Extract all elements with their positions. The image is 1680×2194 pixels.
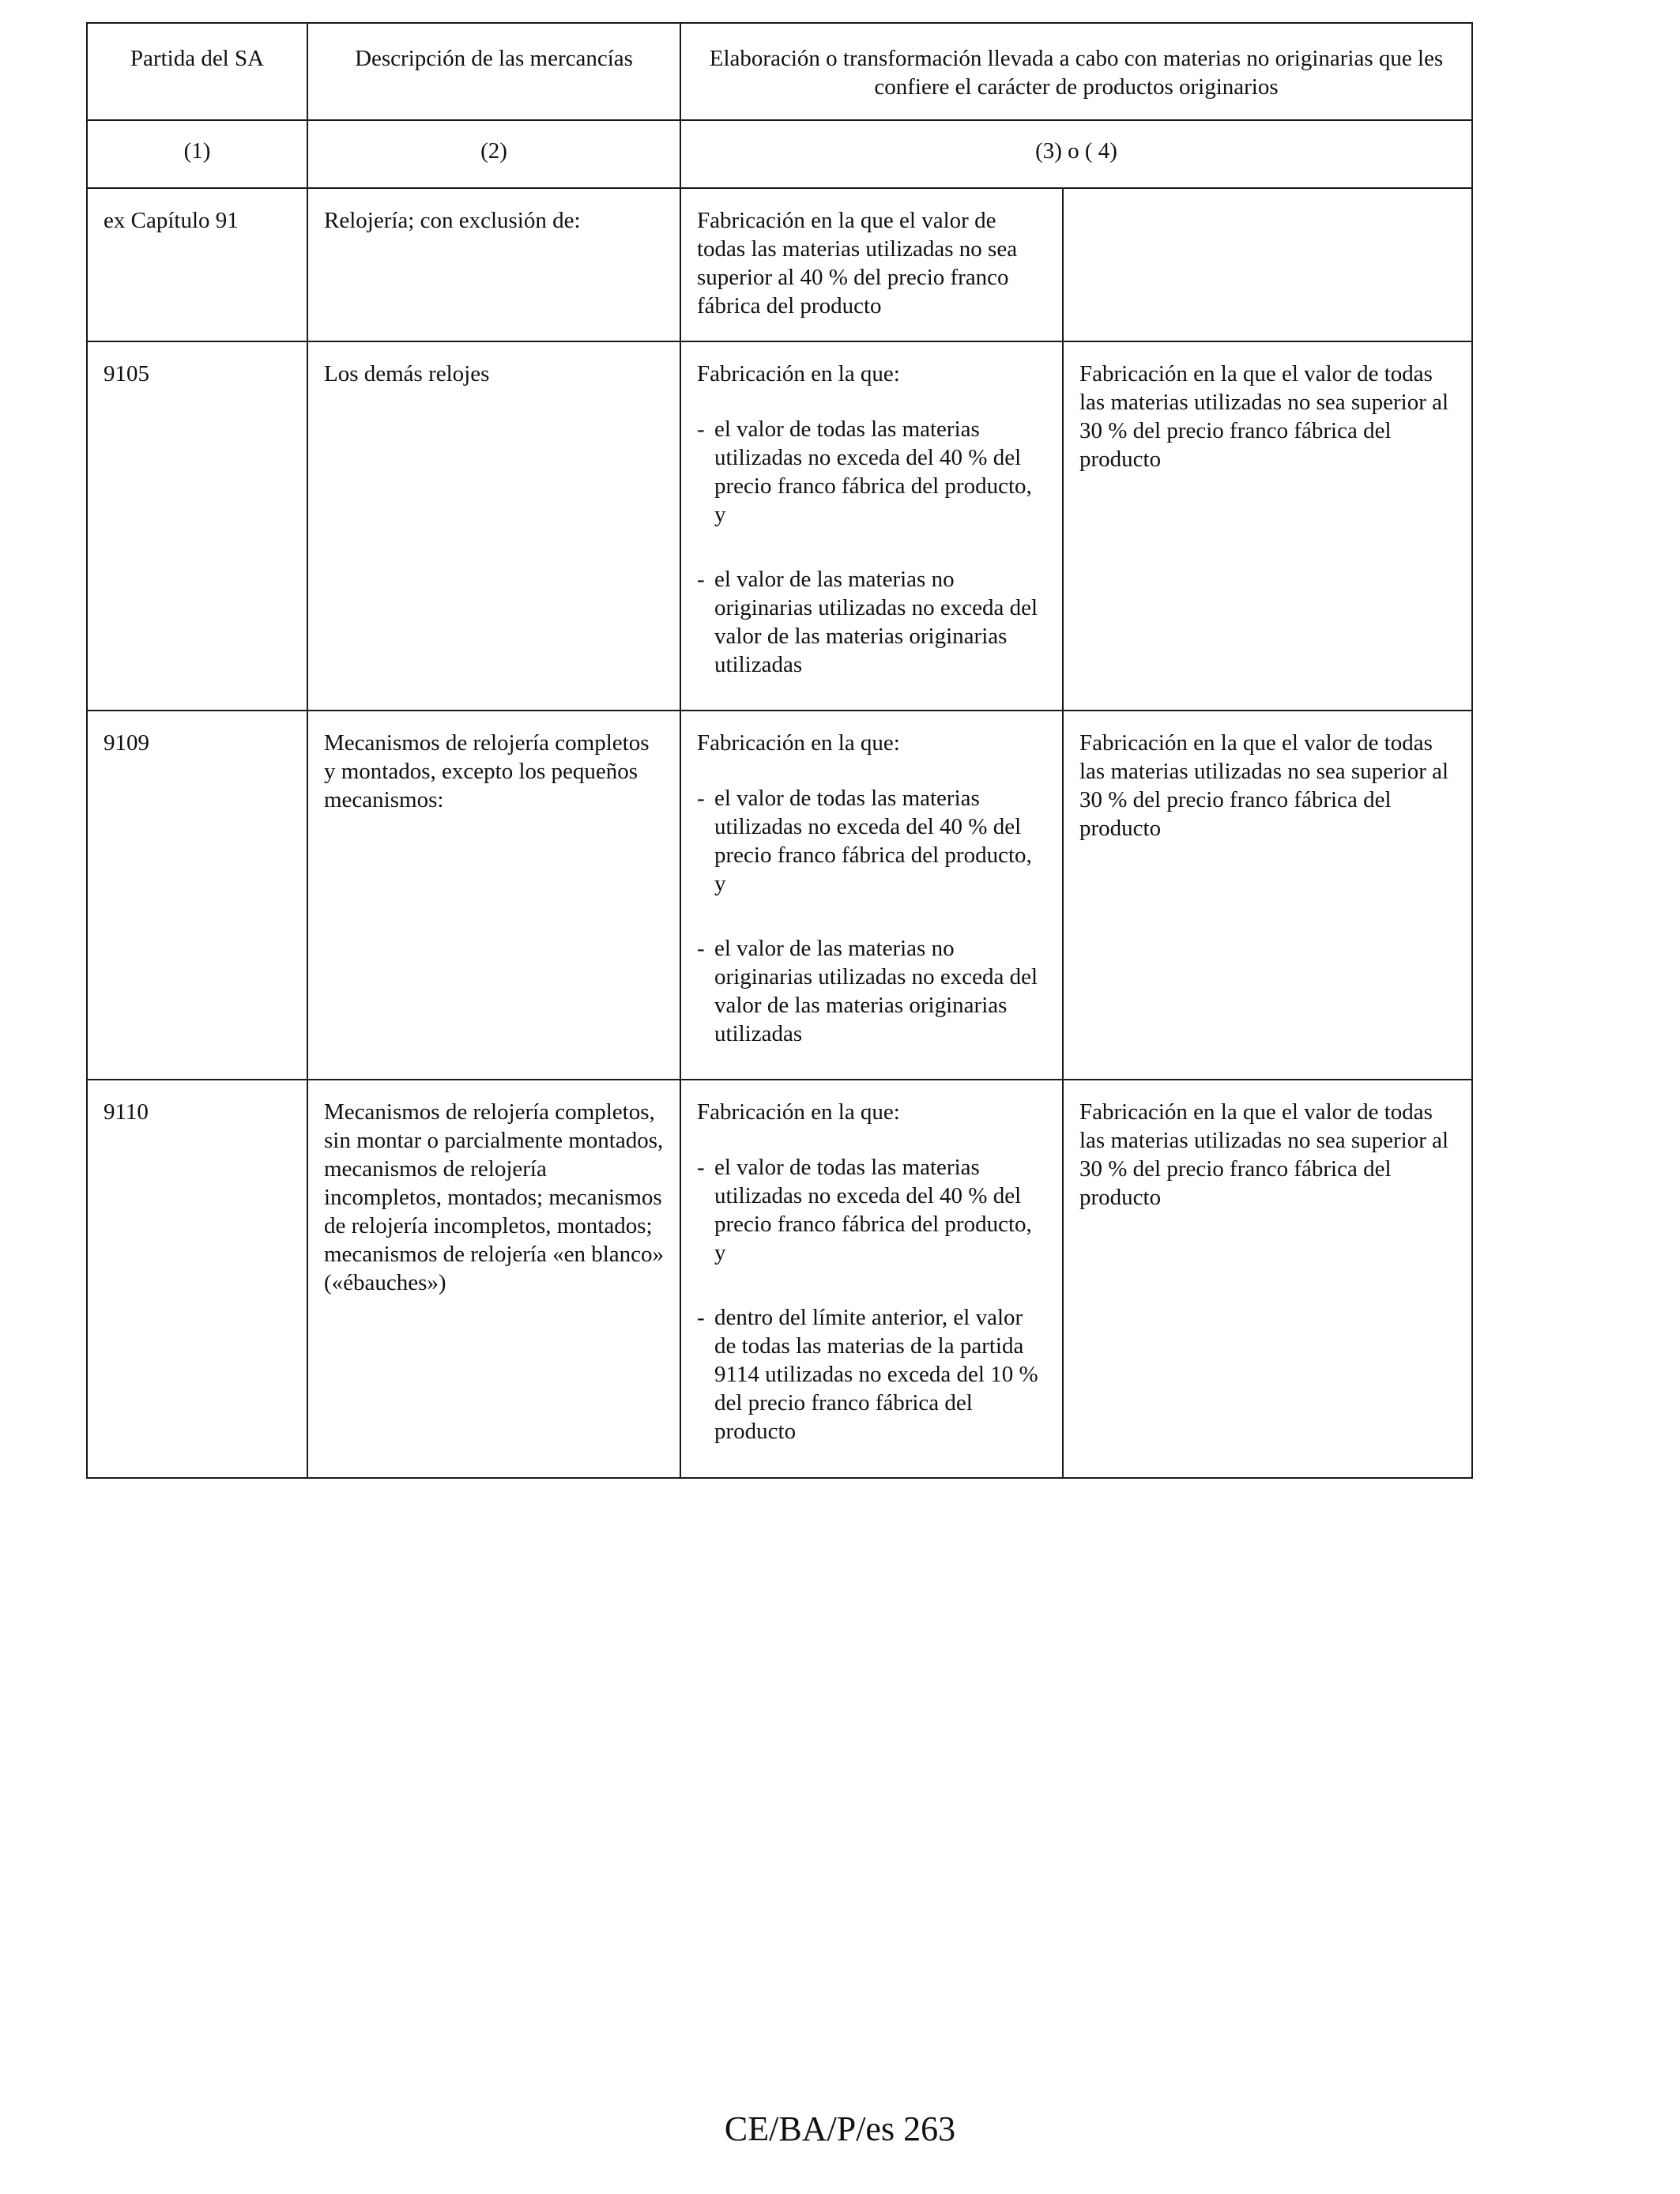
description-cell (307, 1080, 680, 1478)
goods-description: Mecanismos de relojería completos, sin montar o parcialmente montados, mecanismos de relojería incompletos, montados; mecanismos de relojería incompletos, montados; mecanismos de relojería «en blanco» («ébauches») (324, 1099, 665, 1295)
description-cell (307, 711, 680, 1080)
code-cell (87, 711, 307, 1080)
dash-marker: - (697, 1155, 705, 1180)
header-cell-description (307, 23, 680, 120)
hs-code: 9105 (104, 361, 149, 386)
page-reference: CE/BA/P/es 263 (724, 2109, 956, 2148)
goods-description: Relojería; con exclusión de: (324, 208, 581, 233)
dash-marker: - (697, 567, 705, 592)
numbering-cell-1 (87, 120, 307, 188)
condition-text: el valor de todas las materias utilizadas no exceda del 40 % del precio franco fábrica del producto, y (714, 786, 1032, 896)
condition-list (697, 1153, 1046, 1446)
alternative-rule: Fabricación en la que el valor de todas las materias utilizadas no sea superior al 30 % del precio franco fábrica del producto (1079, 361, 1449, 472)
hs-code: ex Capítulo 91 (104, 208, 239, 233)
code-cell (87, 341, 307, 711)
numbering-cell-3 (680, 120, 1472, 188)
processing-intro: Fabricación en la que: (697, 1099, 900, 1125)
table-row (87, 188, 1472, 341)
hs-code: 9110 (104, 1099, 149, 1125)
condition-text: dentro del límite anterior, el valor de todas las materias de la partida 9114 utilizadas no exceda del 10 % del precio franco fábrica del producto (714, 1305, 1038, 1444)
processing-cell (680, 1080, 1063, 1478)
code-cell (87, 1080, 307, 1478)
list-item (697, 1303, 1046, 1446)
alternative-cell (1063, 1080, 1472, 1478)
table-row (87, 341, 1472, 711)
condition-text: el valor de las materias no originarias utilizadas no exceda del valor de las materias originarias utilizadas (714, 936, 1038, 1046)
goods-description: Los demás relojes (324, 361, 490, 386)
processing-intro: Fabricación en la que: (697, 361, 900, 386)
alternative-rule (1064, 189, 1471, 224)
dash-marker: - (697, 786, 705, 811)
condition-text: el valor de todas las materias utilizadas no exceda del 40 % del precio franco fábrica del producto, y (714, 1155, 1032, 1265)
condition-list (697, 415, 1046, 679)
condition-list (697, 784, 1046, 1048)
numbering-text-1: (1) (183, 138, 211, 164)
table-row (87, 1080, 1472, 1478)
description-cell (307, 188, 680, 341)
table-row (87, 711, 1472, 1080)
processing-intro: Fabricación en la que el valor de todas las materias utilizadas no sea superior al 40 % del precio franco fábrica del producto (697, 208, 1018, 319)
header-processing-text: Elaboración o transformación llevada a cabo con materias no originarias que les confiere el carácter de productos originarios (709, 46, 1444, 100)
dash-marker: - (697, 936, 705, 961)
processing-intro: Fabricación en la que: (697, 730, 900, 756)
processing-cell (680, 711, 1063, 1080)
dash-marker: - (697, 1305, 705, 1330)
numbering-row (87, 120, 1472, 188)
header-cell-hs-heading (87, 23, 307, 120)
numbering-text-3: (3) o ( 4) (1035, 138, 1117, 164)
header-row (87, 23, 1472, 120)
condition-text: el valor de las materias no originarias utilizadas no exceda del valor de las materias originarias utilizadas (714, 567, 1038, 677)
code-cell (87, 188, 307, 341)
numbering-text-2: (2) (480, 138, 507, 164)
list-item (697, 784, 1046, 898)
goods-description: Mecanismos de relojería completos y montados, excepto los pequeños mecanismos: (324, 730, 650, 812)
rules-of-origin-table (86, 22, 1473, 1479)
hs-code: 9109 (104, 730, 149, 756)
alternative-rule: Fabricación en la que el valor de todas las materias utilizadas no sea superior al 30 % del precio franco fábrica del producto (1079, 730, 1449, 841)
alternative-cell (1063, 341, 1472, 711)
condition-text: el valor de todas las materias utilizadas no exceda del 40 % del precio franco fábrica del producto, y (714, 417, 1032, 527)
dash-marker: - (697, 417, 705, 442)
description-cell (307, 341, 680, 711)
alternative-rule: Fabricación en la que el valor de todas las materias utilizadas no sea superior al 30 % del precio franco fábrica del producto (1079, 1099, 1449, 1210)
alternative-cell (1063, 188, 1472, 341)
header-description-text: Descripción de las mercancías (355, 46, 633, 71)
numbering-cell-2 (307, 120, 680, 188)
list-item (697, 934, 1046, 1048)
processing-cell (680, 341, 1063, 711)
header-cell-processing (680, 23, 1472, 120)
alternative-cell (1063, 711, 1472, 1080)
processing-cell (680, 188, 1063, 341)
header-hs-heading-text: Partida del SA (130, 46, 265, 71)
list-item (697, 1153, 1046, 1267)
list-item (697, 415, 1046, 529)
list-item (697, 565, 1046, 679)
